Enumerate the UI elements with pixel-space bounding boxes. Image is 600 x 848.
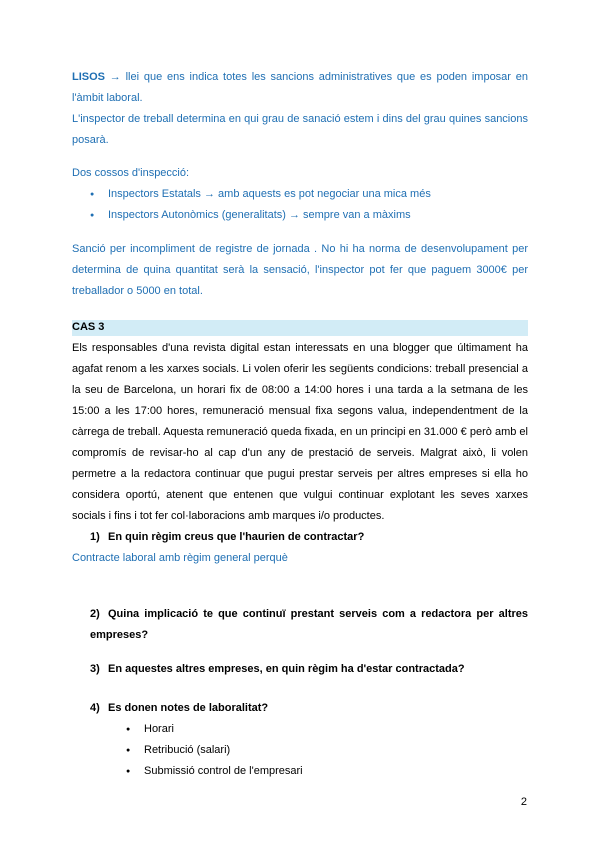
laboral-notes-list (126, 719, 303, 782)
question-4 (90, 698, 528, 719)
inspector-paragraph: L'inspector de treball determina en qui grau de sanació estem i dins del grau quines sancions posarà. (72, 113, 528, 146)
lisos-term: LISOS (72, 71, 106, 83)
lisos-definition: → llei que ens indica totes les sancions administratives que es poden imposar en l'àmbit laboral. (72, 71, 528, 104)
list-item: ● Horari (126, 719, 303, 740)
answer-1: Contracte laboral amb règim general perquè (72, 552, 288, 564)
list-item: ● Submissió control de l'empresari (126, 761, 303, 782)
question-number: 4) (90, 702, 100, 714)
case-title: CAS 3 (72, 321, 105, 333)
question-text: Es donen notes de laboralitat? (108, 702, 269, 714)
question-text: En quin règim creus que l'haurien de contractar? (108, 531, 365, 543)
question-number: 2) (90, 608, 100, 620)
list-item: ● Retribució (salari) (126, 740, 303, 761)
question-number: 1) (90, 531, 100, 543)
list-item: ● Inspectors Estatals → amb aquests es pot negociar una mica més (90, 184, 431, 205)
lisos-paragraph (72, 67, 528, 109)
page-number: 2 (520, 796, 527, 808)
question-3 (90, 659, 528, 680)
question-1 (90, 527, 528, 548)
question-2 (90, 604, 528, 646)
sanction-paragraph: Sanció per incompliment de registre de jornada . No hi ha norma de desenvolupament per determina de quina quantitat serà la sensació, l'inspector pot fer que paguem 3000€ per treballador o 5000 en total. (72, 243, 528, 297)
inspection-list (90, 184, 431, 226)
case-body: Els responsables d'una revista digital estan interessats en una blogger que últimament ha agafat renom a les xarxes socials. Li volen oferir les següents condicions: treball presencial a la seu de Barcelona, un horari fix de 08:00 a 14:00 hores i una tarda a la setmana de les 15:00 a les 17:00 hores, remuneració mensual fixa segons valua, independentment de la càrrega de treball. Aquesta remuneració queda fixada, en un principi en 31.000 € però amb el compromís de revisar-ho al cap d'un any de prestació de serveis. Malgrat això, li volen permetre a la redactora continuar que pugui prestar serveis per altres empreses si ella ho considera oportú, atenent que entenen que vulgui continuar explotant les seves xarxes socials i fins i tot fer col·laboracions amb marques i/o productes. (72, 342, 528, 522)
question-text: En aquestes altres empreses, en quin règim ha d'estar contractada? (108, 663, 465, 675)
inspection-heading: Dos cossos d'inspecció: (72, 167, 190, 179)
question-text: Quina implicació te que continuï prestant serveis com a redactora per altres empreses? (90, 608, 528, 641)
question-number: 3) (90, 663, 100, 675)
list-item: ● Inspectors Autonòmics (generalitats) → sempre van a màxims (90, 205, 431, 226)
